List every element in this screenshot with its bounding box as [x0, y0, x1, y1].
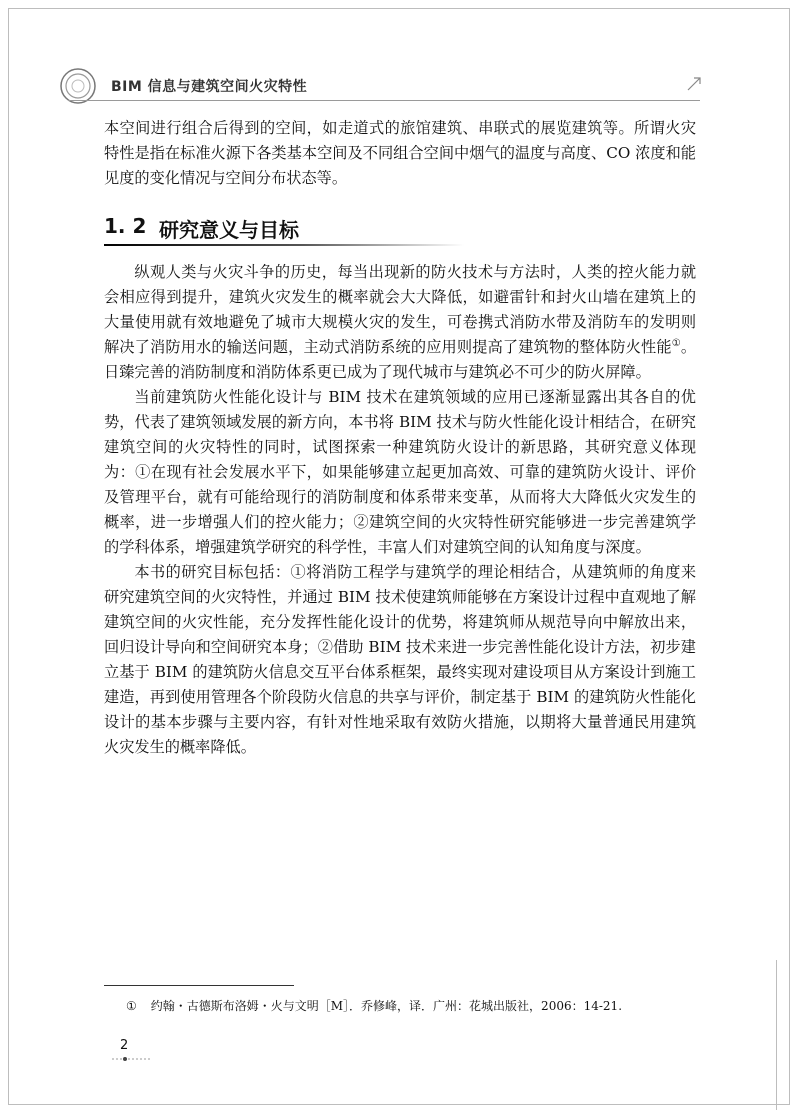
section-title: 研究意义与目标 — [159, 218, 299, 242]
paragraph-goals: 本书的研究目标包括：①将消防工程学与建筑学的理论相结合，从建筑师的角度来研究建筑空间的火灾特性，并通过 BIM 技术使建筑师能够在方案设计过程中直观地了解建筑空间的火灾性能，充分发挥性能化设计的优势，将建筑师从规范导向中解放出来，回归设计导向和空间研究本身；②借助 BIM 技术来进一步完善性能化设计方法，初步建立基于 BIM 的建筑防火信息交互平台体系框架，最终实现对建设项目从方案设计到施工建造，再到使用管理各个阶段防火信息的共享与评价，制定基于 BIM 的建筑防火性能化设计的基本步骤与主要内容，有针对性地采取有效防火措施，以期将大量普通民用建筑火灾发生的概率降低。 — [104, 563, 696, 756]
footnote-reference-mark: ① — [671, 337, 681, 349]
footnote-symbol: ① — [126, 999, 137, 1013]
intro-paragraph-block — [104, 116, 696, 191]
header-arrow-icon — [686, 76, 702, 92]
header-rule — [68, 100, 700, 101]
section-heading — [104, 214, 464, 246]
paragraph-history-text-end: 。日臻完善的消防制度和消防体系更已成为了现代城市与建筑必不可少的防火屏障。 — [104, 338, 697, 381]
footnote-rule — [104, 985, 294, 986]
margin-rule — [776, 960, 777, 1110]
paragraph-history-text: 纵观人类与火灾斗争的历史，每当出现新的防火技术与方法时，人类的控火能力就会相应得到提升，建筑火灾发生的概率就会大大降低，如避雷针和封火山墙在建筑上的大量使用就有效地避免了城市大规模火灾的发生，可卷携式消防水带及消防车的发明则解决了消防用水的输送问题，主动式消防系统的应用则提高了建筑物的整体防火性能 — [104, 263, 696, 356]
paragraph-significance: 当前建筑防火性能化设计与 BIM 技术在建筑领域的应用已逐渐显露出其各自的优势，代表了建筑领域发展的新方向，本书将 BIM 技术与防火性能化设计相结合，在研究建筑空间的火灾特性的同时，试图探索一种建筑防火设计的新思路，其研究意义体现为：①在现有社会发展水平下，如果能够建立起更加高效、可靠的建筑防火设计、评价及管理平台，就有可能给现行的消防制度和体系带来变革，从而将大大降低火灾发生的概率，进一步增强人们的控火能力；②建筑空间的火灾特性研究能够进一步完善建筑学的学科体系，增强建筑学研究的科学性，丰富人们对建筑空间的认知角度与深度。 — [104, 388, 696, 556]
intro-paragraph: 本空间进行组合后得到的空间，如走道式的旅馆建筑、串联式的展览建筑等。所谓火灾特性是指在标准火源下各类基本空间及不同组合空间中烟气的温度与高度、CO 浓度和能见度的变化情况与空间分布状态等。 — [104, 119, 696, 187]
footnote-text: 约翰・古德斯布洛姆・火与文明［M］．乔修峰，译．广州：花城出版社，2006：14-21. — [150, 999, 623, 1013]
running-header — [58, 66, 698, 106]
paragraph-history — [104, 260, 696, 385]
page-number: 2 — [120, 1038, 129, 1053]
main-text-block — [104, 260, 696, 760]
page-number-dots-icon — [112, 1056, 152, 1062]
section-rule — [104, 244, 464, 246]
section-number: 1. 2 — [104, 214, 147, 238]
header-title: BIM 信息与建筑空间火灾特性 — [111, 79, 308, 95]
footnote — [126, 998, 726, 1014]
